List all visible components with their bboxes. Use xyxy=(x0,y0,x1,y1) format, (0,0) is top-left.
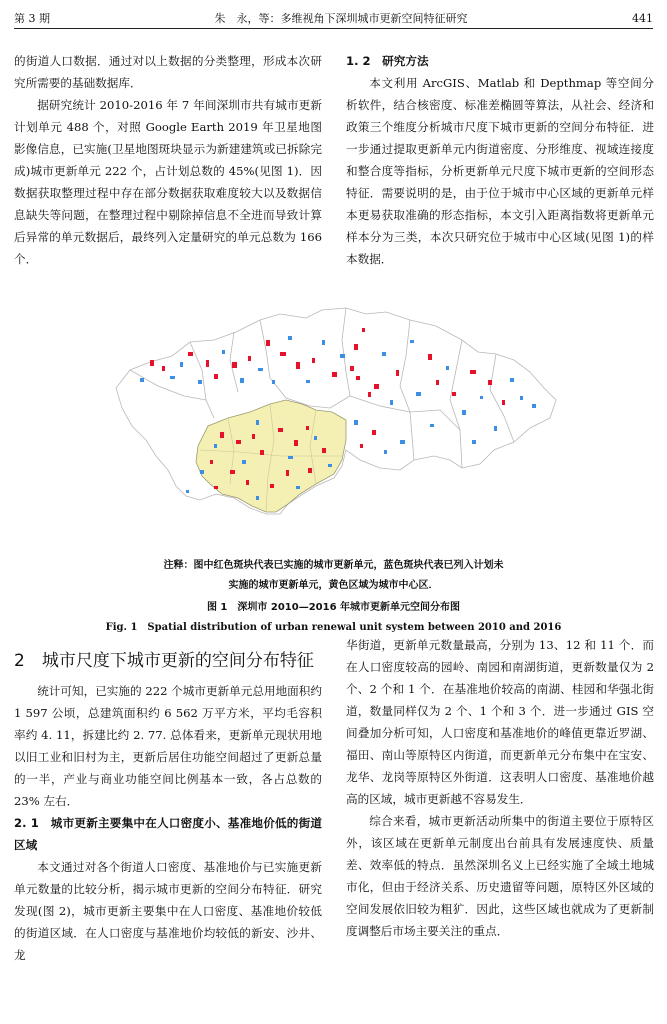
planned-unit-patch xyxy=(480,396,483,399)
planned-unit-patch xyxy=(170,376,175,379)
planned-unit-patch xyxy=(198,380,202,384)
planned-unit-patch xyxy=(322,340,325,345)
planned-unit-patch xyxy=(340,354,345,358)
implemented-unit-patch xyxy=(362,328,365,332)
implemented-unit-patch xyxy=(214,486,218,489)
district-boundaries xyxy=(116,308,556,514)
figure-1-map xyxy=(110,300,560,552)
implemented-unit-patch xyxy=(236,440,241,444)
implemented-unit-patch xyxy=(206,360,209,367)
subsection-heading: 2. 1 城市更新主要集中在人口密度小、基准地价低的街道区域 xyxy=(14,816,322,852)
implemented-unit-patch xyxy=(396,370,399,376)
page-number: 441 xyxy=(632,11,653,25)
planned-unit-patch xyxy=(410,340,414,343)
planned-unit-patch xyxy=(296,486,300,489)
implemented-unit-patch xyxy=(280,352,286,356)
planned-unit-patch xyxy=(354,420,358,425)
implemented-unit-patch xyxy=(322,448,326,453)
paragraph: 综合来看，城市更新活动所集中的街道主要位于原特区外，该区域在更新单元制度出台前具有发展速度快、质量差、效率低的特点．虽然深圳名义上已经实施了全域土地城市化，但由于经济关系、历史遗留等问题，原特区外区域的空间发展依旧较为粗犷．因此，这些区域也就成为了更新制度调整后市场主要关注的重点． xyxy=(346,814,654,938)
planned-unit-patch xyxy=(214,444,217,448)
planned-unit-patch xyxy=(186,490,189,493)
figure-note-line: 实施的城市更新单元，黄色区域为城市中心区． xyxy=(228,580,439,591)
section-title: 2 城市尺度下城市更新的空间分布特征 xyxy=(14,651,314,671)
implemented-unit-patch xyxy=(246,480,249,485)
figure-caption-cn: 图 1 深圳市 2010—2016 年城市更新单元空间分布图 xyxy=(206,602,461,613)
implemented-unit-patch xyxy=(260,450,264,455)
planned-unit-patch xyxy=(390,400,393,405)
implemented-unit-patch xyxy=(230,470,235,474)
planned-unit-patch xyxy=(382,352,386,356)
planned-unit-patch xyxy=(430,424,434,427)
right-column-bottom xyxy=(346,634,654,942)
planned-unit-patch xyxy=(222,350,225,354)
paragraph: 统计可知，已实施的 222 个城市更新单元总用地面积约 1 597 公顷，总建筑面积约 6 562 万平方米，平均毛容积率约 4. 11，拆建比约 2. 77. 总体看来，更新单元现状用地以旧工业和旧村为主，更新后居住功能空间超过了更新总量的一半，产业与商业功能空间比例基本一致，各占总数的 23% 左右． xyxy=(14,684,322,808)
planned-unit-patch xyxy=(240,378,244,383)
planned-unit-patch xyxy=(314,436,317,440)
implemented-unit-patch xyxy=(294,440,298,446)
implemented-unit-patch xyxy=(252,434,255,439)
paragraph: 本文利用 ArcGIS、Matlab 和 Depthmap 等空间分析软件，结合核密度、标准差椭圆等算法，从社会、经济和政策三个维度分析城市尺度下城市更新的空间分布特征．进一步通过提取更新单元内街道密度、分形维度、视域连接度和整合度等指标，分析更新单元尺度下城市更新的空间形态特征．需要说明的是，由于位于城市中心区域的更新单元样本更易获取准确的形态指标，本文引入距离指数将更新单元样本分为三类，本次只研究位于城市中心区域(见图 1)的样本数据． xyxy=(346,76,654,266)
implemented-unit-patch xyxy=(374,384,379,389)
implemented-unit-patch xyxy=(372,430,376,435)
implemented-unit-patch xyxy=(332,372,337,377)
implemented-unit-patch xyxy=(428,354,432,360)
planned-unit-patch xyxy=(200,470,204,474)
implemented-unit-patch xyxy=(248,356,251,361)
planned-unit-patch xyxy=(328,464,332,467)
implemented-unit-patch xyxy=(286,470,289,476)
implemented-unit-patch xyxy=(214,374,218,379)
implemented-unit-patch xyxy=(502,400,505,405)
implemented-unit-patch xyxy=(150,360,154,366)
implemented-unit-patch xyxy=(162,366,165,371)
implemented-unit-patch xyxy=(354,344,358,350)
planned-unit-patch xyxy=(462,410,466,415)
implemented-unit-patch xyxy=(356,376,360,380)
paragraph: 本文通过对各个街道人口密度、基准地价与已实施更新单元数量的比较分析，揭示城市更新的空间分布特征．研究发现(图 2)，城市更新主要集中在人口密度、基准地价较低的街道区域．在人口密度与基准地价均较低的新安、沙井、龙 xyxy=(14,860,322,962)
planned-unit-patch xyxy=(384,450,387,454)
planned-unit-patch xyxy=(520,396,523,400)
implemented-unit-patch xyxy=(350,366,354,371)
planned-unit-patch xyxy=(256,496,259,500)
implemented-unit-patch xyxy=(220,432,224,438)
planned-unit-patch xyxy=(258,368,263,371)
implemented-unit-patch xyxy=(266,340,270,346)
planned-unit-patch xyxy=(272,380,275,384)
implemented-unit-patch xyxy=(308,468,312,473)
planned-unit-patch xyxy=(256,420,259,425)
implemented-unit-patch xyxy=(296,362,300,369)
issue-number: 第 3 期 xyxy=(14,12,50,25)
figure-note xyxy=(0,556,667,596)
implemented-unit-patch xyxy=(306,426,309,430)
planned-unit-patch xyxy=(532,404,536,408)
planned-unit-patch xyxy=(416,392,421,396)
implemented-unit-patch xyxy=(278,428,283,432)
planned-unit-patch xyxy=(510,378,514,382)
planned-unit-patch xyxy=(472,440,476,444)
running-header xyxy=(14,8,653,29)
planned-unit-patch xyxy=(494,426,497,431)
section-heading: 1. 2 研究方法 xyxy=(346,54,429,68)
implemented-unit-patch xyxy=(452,392,456,396)
paragraph: 华街道，更新单元数量最高，分别为 13、12 和 11 个．而在人口密度较高的园岭、南园和南湖街道，更新数量仅为 2 个、2 个和 1 个．在基准地价较高的南湖、桂园和华强北街道，数量同样仅为 2 个、1 个和 3 个．进一步通过 GIS 空间叠加分析可知，人口密度和基准地价的峰值更靠近罗湖、福田、南山等原特区内街道，而更新单元分布集中在宝安、龙华、龙岗等原特区外街道．这表明人口密度、基准地价越高的区域，城市更新越不容易发生． xyxy=(346,638,654,806)
planned-unit-patch xyxy=(306,380,310,383)
left-column-top xyxy=(14,50,322,270)
running-title: 朱 永，等：多维视角下深圳城市更新空间特征研究 xyxy=(214,12,468,25)
implemented-unit-patch xyxy=(312,358,315,363)
planned-unit-patch xyxy=(400,440,405,444)
figure-caption-en: Fig. 1 Spatial distribution of urban renewal unit system between 2010 and 2016 xyxy=(105,622,562,633)
right-column-top xyxy=(346,50,654,270)
planned-unit-patch xyxy=(288,336,292,340)
paragraph: 据研究统计 2010-2016 年 7 年间深圳市共有城市更新计划单元 488 个，对照 Google Earth 2019 年卫星地图影像信息，已实施(卫星地图斑块显示为新建建筑或已拆除完成)城市更新单元 222 个，占计划总数的 45%(见图 1)．因数据获取整理过程中存在部分数据获取难度较大以及数据信息缺失等问题，在整理过程中剔除掉信息不全进而导致计算后异常的单元数据后，最终列入定量研究的单元总数为 166 个． xyxy=(14,98,322,266)
planned-unit-patch xyxy=(140,378,144,382)
planned-unit-patch xyxy=(288,456,293,459)
implemented-unit-patch xyxy=(188,352,193,356)
left-column-bottom xyxy=(14,646,322,966)
implemented-unit-patch xyxy=(270,484,274,488)
implemented-unit-patch xyxy=(360,444,363,448)
implemented-unit-patch xyxy=(232,362,237,368)
implemented-unit-patch xyxy=(210,460,213,464)
figure-note-line: 注释：图中红色斑块代表已实施的城市更新单元，蓝色斑块代表已列入计划未 xyxy=(163,560,504,571)
implemented-unit-patch xyxy=(470,370,476,374)
planned-unit-patch xyxy=(242,460,246,464)
planned-unit-patch xyxy=(446,366,449,370)
implemented-unit-patch xyxy=(488,380,492,385)
implemented-unit-patch xyxy=(436,380,439,385)
paragraph: 的街道人口数据．通过对以上数据的分类整理，形成本次研究所需要的基础数据库． xyxy=(14,54,322,90)
planned-unit-patch xyxy=(180,362,183,367)
implemented-unit-patch xyxy=(368,392,371,397)
